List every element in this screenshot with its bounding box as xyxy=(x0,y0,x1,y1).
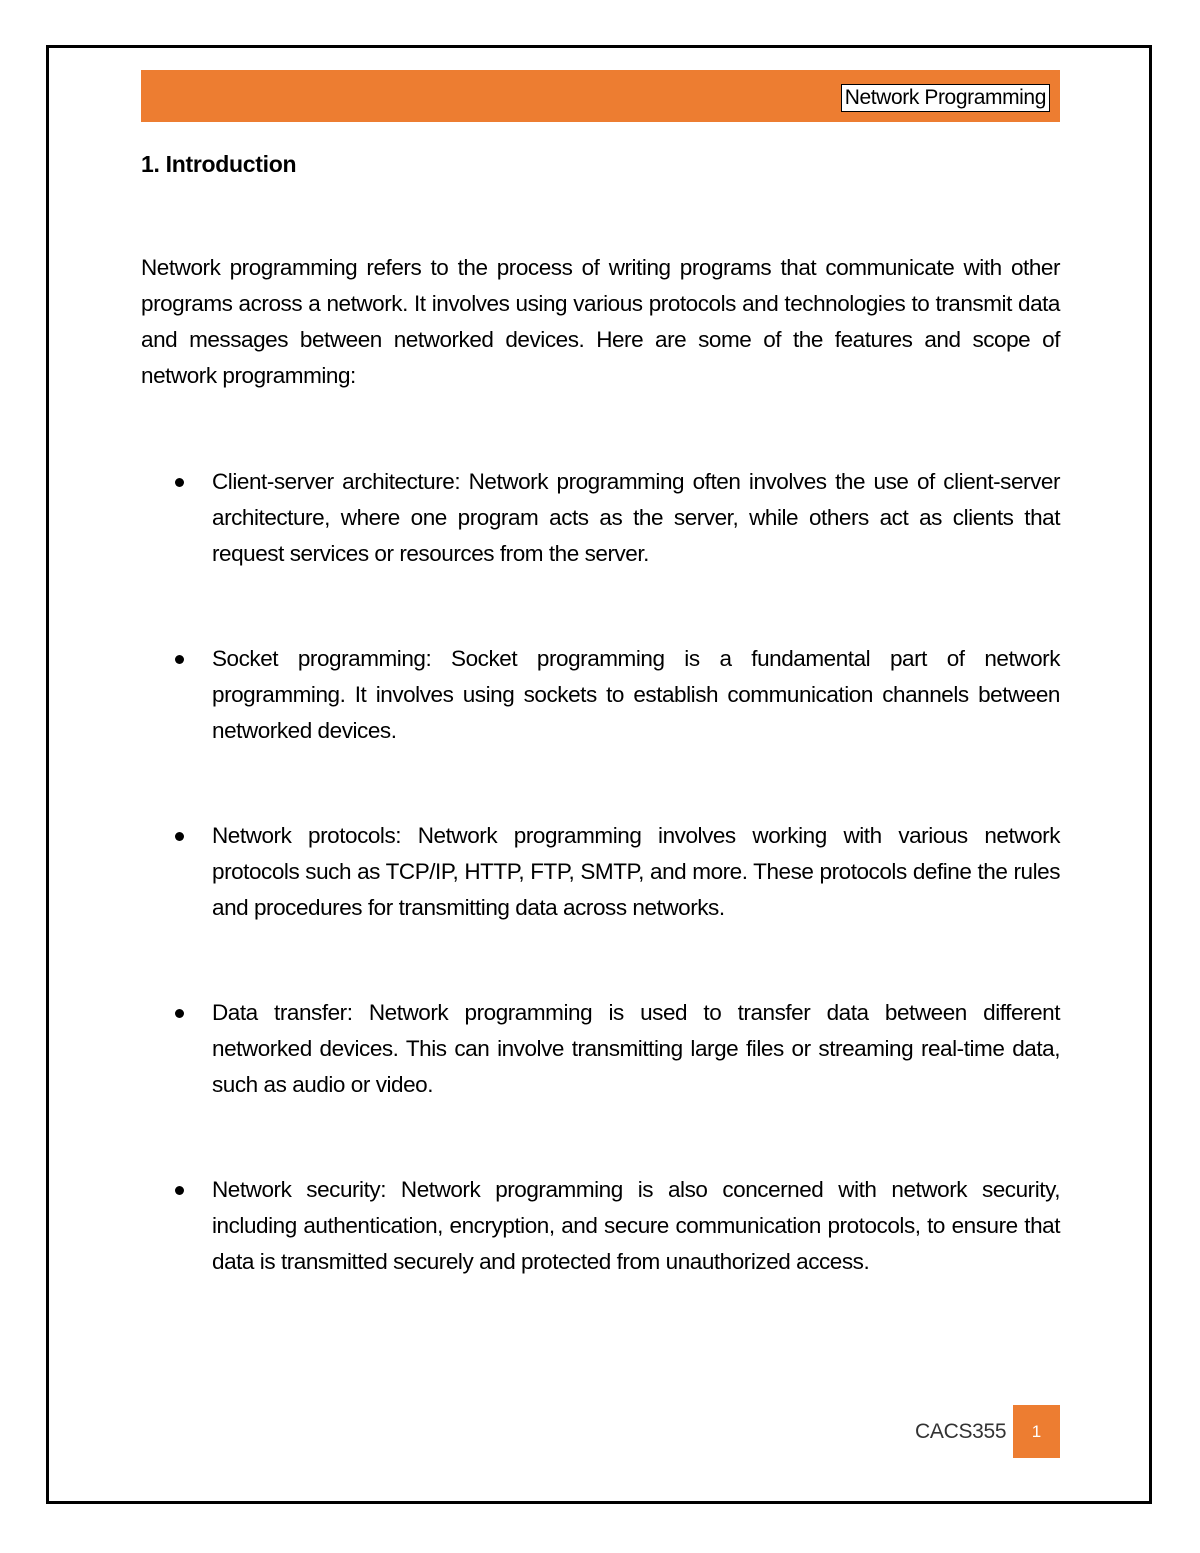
intro-paragraph: Network programming refers to the process of writing programs that communicate with other programs across a network. It involves using various protocols and technologies to transmit data and messages between networked devices. Here are some of the features and scope of network programming: xyxy=(141,255,1060,388)
section-title: 1. Introduction xyxy=(141,151,297,177)
page-number-badge xyxy=(1013,1405,1060,1458)
list-item xyxy=(141,995,1060,1103)
bullet-icon xyxy=(175,655,184,664)
bullet-icon xyxy=(175,1009,184,1018)
list-item xyxy=(141,818,1060,926)
list-item xyxy=(141,1172,1060,1280)
bullet-icon xyxy=(175,1186,184,1195)
bullet-icon xyxy=(175,832,184,841)
header-title: Network Programming xyxy=(841,84,1050,112)
document-body xyxy=(141,146,1060,1280)
list-item-text: Network protocols: Network programming involves working with various network protocols such as TCP/IP, HTTP, FTP, SMTP, and more. These protocols define the rules and procedures for transmitting data across networks. xyxy=(212,823,1060,920)
list-item-text: Client-server architecture: Network programming often involves the use of client-server architecture, where one program acts as the server, while others act as clients that request services or resources from the server. xyxy=(212,469,1060,566)
list-item-text: Data transfer: Network programming is used to transfer data between different networked devices. This can involve transmitting large files or streaming real-time data, such as audio or video. xyxy=(212,1000,1060,1097)
bullet-icon xyxy=(175,478,184,487)
feature-list xyxy=(141,464,1060,1280)
list-item xyxy=(141,641,1060,749)
header-band xyxy=(141,70,1060,122)
list-item xyxy=(141,464,1060,572)
list-item-text: Socket programming: Socket programming is a fundamental part of network programming. It involves using sockets to establish communication channels between networked devices. xyxy=(212,646,1060,743)
list-item-text: Network security: Network programming is also concerned with network security, including authentication, encryption, and secure communication protocols, to ensure that data is transmitted securely and protected from unauthorized access. xyxy=(212,1177,1060,1274)
page-number: 1 xyxy=(1031,1421,1042,1441)
footer-course-code: CACS355 xyxy=(915,1420,1007,1443)
